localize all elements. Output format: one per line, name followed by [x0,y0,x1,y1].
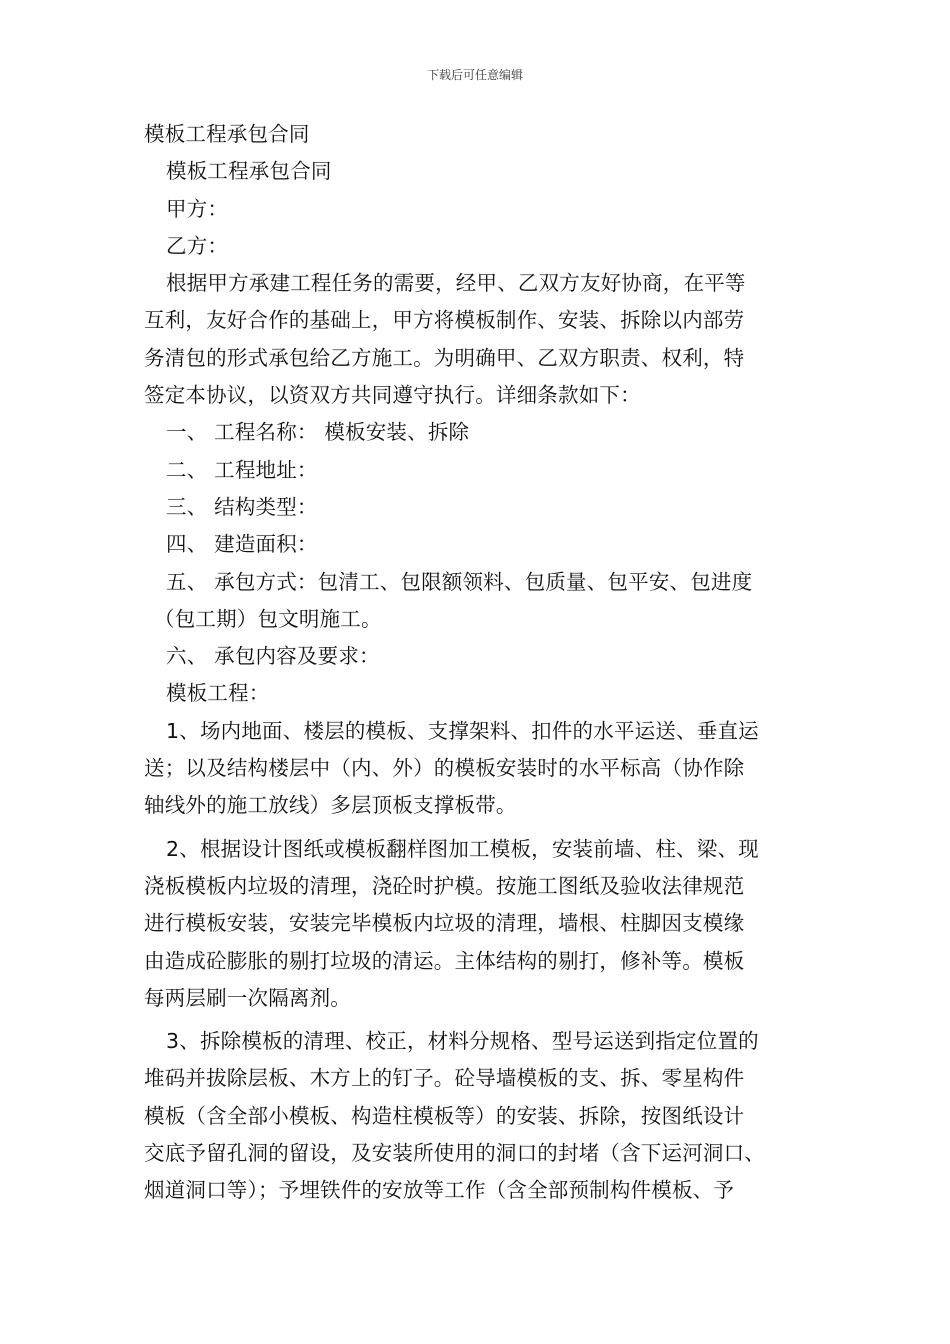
text-line: 送；以及结构楼层中（内、外）的模板安装时的水平标高（协作除 [144,756,745,781]
text-line: 轴线外的施工放线）多层顶板支撑板带。 [144,793,517,818]
paragraph-lines [144,153,824,1209]
text-line: 乙方： [166,233,229,258]
text-line: 六、 承包内容及要求： [166,644,380,669]
text-line: 由造成砼膨胀的剔打垃圾的清运。主体结构的剔打，修补等。模板 [144,948,745,973]
text-line: 模板工程承包合同 [166,159,332,184]
text-line: 交底予留孔洞的留设，及安装所使用的洞口的封堵（含下运河洞口、 [144,1141,765,1166]
text-line: 烟道洞口等）；予埋铁件的安放等工作（含全部预制构件模板、予 [144,1178,735,1203]
text-line: 模板工程： [166,681,270,706]
text-line: 模板（含全部小模板、构造柱模板等）的安装、拆除，按图纸设计 [144,1103,745,1128]
text-line: 务清包的形式承包给乙方施工。为明确甲、乙双方职责、权利，特 [144,345,745,370]
text-line: 1、场内地面、楼层的模板、支撑架料、扣件的水平运送、垂直运 [166,718,759,743]
page-header: 下载后可任意编辑 [426,68,523,82]
text-line: 签定本协议，以资双方共同遵守执行。详细条款如下： [144,383,641,408]
text-line: 浇板模板内垃圾的清理，浇砼时护模。按施工图纸及验收法律规范 [144,873,745,898]
text-line: 甲方： [166,196,229,221]
document-body [144,116,824,1210]
text-line: 进行模板安装，安装完毕模板内垃圾的清理，墙根、柱脚因支模缘 [144,911,745,936]
text-line: 根据甲方承建工程任务的需要，经甲、乙双方友好协商，在平等 [166,271,746,296]
text-line: 五、 承包方式：包清工、包限额领料、包质量、包平安、包进度 [166,569,753,594]
text-line: 堆码并拔除层板、木方上的钉子。砼导墙模板的支、拆、零星构件 [144,1066,745,1091]
text-line: 二、 工程地址： [166,457,318,482]
text-line: （包工期）包文明施工。 [154,606,382,631]
text-line: 2、根据设计图纸或模板翻样图加工模板，安装前墙、柱、梁、现 [166,836,759,861]
text-line: 三、 结构类型： [166,494,318,519]
text-line: 一、 工程名称： 模板安装、拆除 [166,420,470,445]
document-title: 模板工程承包合同 [144,122,310,146]
text-line: 互利，友好合作的基础上，甲方将模板制作、安装、拆除以内部劳 [144,308,745,333]
text-line: 每两层刷一次隔离剂。 [144,985,351,1010]
text-line: 3、拆除模板的清理、校正，材料分规格、型号运送到指定位置的 [166,1029,759,1054]
text-line: 四、 建造面积： [166,532,318,557]
